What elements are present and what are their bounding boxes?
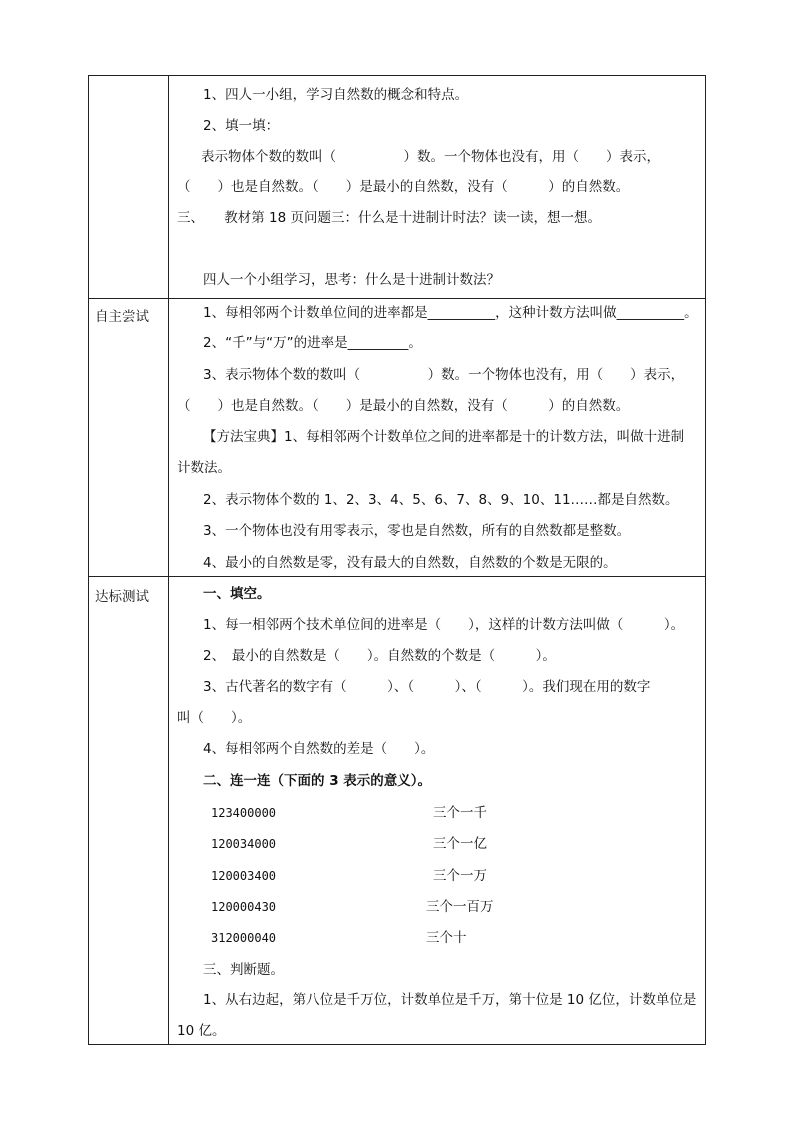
match-meaning: 三个一千 (433, 805, 487, 821)
text-line: 2、填一填： (203, 118, 280, 134)
worksheet-table (88, 75, 706, 1045)
section-label: 达标测试 (95, 589, 149, 605)
text-line: 4、最小的自然数是零，没有最大的自然数，自然数的个数是无限的。 (203, 555, 617, 571)
row-divider (89, 576, 705, 577)
text-line: 10 亿。 (177, 1023, 226, 1039)
match-number: 123400000 (211, 806, 277, 820)
text-line: （ ）也是自然数。（ ）是最小的自然数，没有（ ）的自然数。 (177, 179, 630, 195)
text-line: 3、古代著名的数字有（ ）、（ ）、（ ）。我们现在用的数字 (203, 679, 651, 695)
text-line: 1、四人一小组，学习自然数的概念和特点。 (203, 87, 469, 103)
match-meaning: 三个一百万 (426, 899, 494, 915)
match-number: 312000040 (211, 931, 277, 945)
text-line: 4、每相邻两个自然数的差是（ ）。 (203, 741, 435, 757)
text-line: 2、 最小的自然数是（ ）。自然数的个数是（ ）。 (203, 648, 556, 664)
text-line: 表示物体个数的数叫（ ）数。一个物体也没有，用（ ）表示， (201, 149, 660, 165)
row-divider (89, 298, 705, 299)
match-meaning: 三个一亿 (433, 836, 487, 852)
match-meaning: 三个一万 (433, 868, 487, 884)
text-line: 2、表示物体个数的 1、2、3、4、5、6、7、8、9、10、11……都是自然数。 (203, 492, 679, 508)
text-line: 2、“千”与“万”的进率是_________。 (203, 335, 422, 351)
text-line: 三、 教材第 18 页问题三：什么是十进制计时法？读一读，想一想。 (177, 210, 602, 226)
text-line: 【方法宝典】1、每相邻两个计数单位之间的进率都是十的计数方法，叫做十进制 (203, 429, 685, 445)
text-line: 3、一个物体也没有用零表示，零也是自然数，所有的自然数都是整数。 (203, 523, 631, 539)
match-number: 120003400 (211, 869, 277, 883)
match-meaning: 三个十 (426, 930, 467, 946)
text-line: 一、填空。 (203, 586, 271, 602)
text-line: 1、每相邻两个计数单位间的进率都是__________，这种计数方法叫做__________。 (203, 305, 698, 321)
text-line: 1、从右边起，第八位是千万位，计数单位是千万，第十位是 10 亿位，计数单位是 (203, 992, 697, 1008)
section-label: 自主尝试 (95, 309, 149, 325)
text-line: 计数法。 (177, 460, 231, 476)
text-line: 二、连一连（下面的 3 表示的意义）。 (203, 773, 432, 789)
text-line: 叫（ ）。 (177, 710, 252, 726)
text-line: 四人一个小组学习，思考：什么是十进制计数法？ (203, 272, 500, 288)
text-line: 三、判断题。 (203, 962, 284, 978)
match-number: 120034000 (211, 837, 277, 851)
column-divider (168, 76, 169, 1044)
text-line: 1、每一相邻两个技术单位间的进率是（ ），这样的计数方法叫做（ ）。 (203, 617, 685, 633)
text-line: （ ）也是自然数。（ ）是最小的自然数，没有（ ）的自然数。 (177, 398, 630, 414)
match-number: 120000430 (211, 900, 277, 914)
text-line: 3、表示物体个数的数叫（ ）数。一个物体也没有，用（ ）表示， (203, 367, 685, 383)
